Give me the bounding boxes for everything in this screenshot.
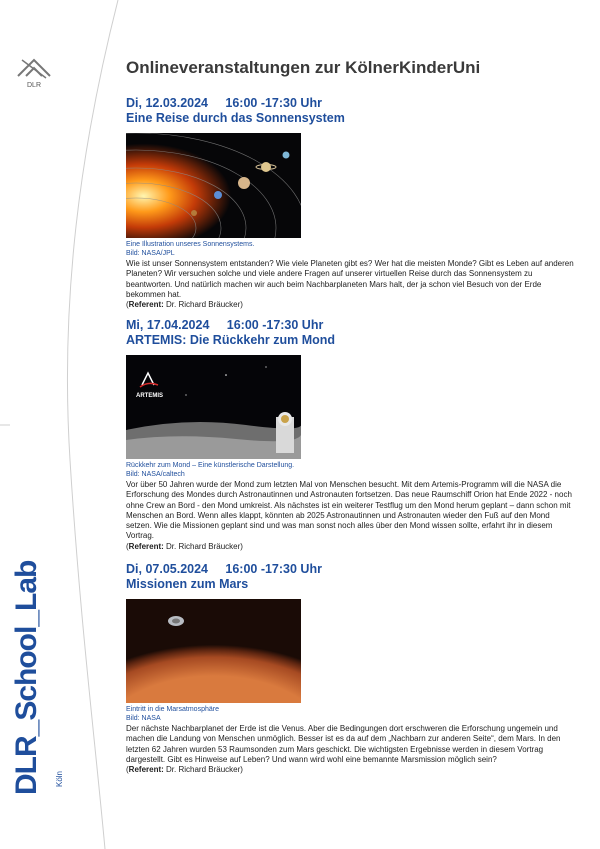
event-description: Wie ist unser Sonnensystem entstanden? Wie viele Planeten gibt es? Wer hat die meisten Monde? Gibt es Leben auf anderen Planeten? Wir versuchen solche und viele andere Fragen auf unserer virtuellen Reise durch das Sonnensystem zu beantworten. Und natürlich machen wir auch beim Nachbarplaneten Mars halt, der ja schon viel Besuch von der Erde bekommen hat. (126, 259, 574, 299)
event-datetime: Di, 07.05.2024 16:00 -17:30 Uhr (126, 562, 322, 576)
side-brand: DLR_School_Lab (10, 560, 43, 795)
image-caption: Rückkehr zum Mond – Eine künstlerische Darstellung. (126, 462, 295, 469)
event-referent: (Referent: Dr. Richard Bräucker) (126, 300, 243, 310)
solar-system-image (126, 133, 301, 238)
event-topic: Eine Reise durch das Sonnensystem (126, 111, 345, 125)
referent-name: Dr. Richard Bräucker (166, 541, 241, 551)
referent-name: Dr. Richard Bräucker (166, 765, 241, 775)
side-city: Köln (55, 770, 64, 787)
referent-name: Dr. Richard Bräucker (166, 300, 241, 310)
event-referent: (Referent: Dr. Richard Bräucker) (126, 765, 243, 775)
event-1 (126, 96, 576, 310)
event-datetime: Di, 12.03.2024 16:00 -17:30 Uhr (126, 96, 322, 110)
event-topic: ARTEMIS: Die Rückkehr zum Mond (126, 333, 336, 347)
event-description: Vor über 50 Jahren wurde der Mond zum letzten Mal von Menschen besucht. Mit dem Artemis-Programm will die NASA die Erforschung des Mondes durch Astronautinnen und Astronauten fortsetzen. Das neue Raumschiff Orion hat Ende 2022 - noch ohne Crew an Bord - den Mond umkreist. Als nächstes ist ein weiterer Testflug um den Mond herum geplant – dann schon mit Menschen an Bord. Wenn alles klappt, könnten ab 2025 Astronautinnen und Astronauten wieder den Fuß auf den Mond setzen. Wie die Missionen geplant sind und was man sonst noch alles über den Mond wissen sollte, erfahrt ihr in diesem Vortrag. (126, 480, 572, 541)
event-topic: Missionen zum Mars (126, 577, 249, 591)
dlr-logo-icon (14, 56, 54, 82)
mars-image (126, 599, 301, 703)
image-caption: Eintritt in die Marsatmosphäre (126, 706, 219, 713)
referent-label: Referent: (128, 541, 164, 551)
image-credit: Bild: NASA/caltech (126, 471, 185, 478)
artemis-label: ARTEMIS (136, 393, 163, 399)
referent-label: Referent: (128, 765, 164, 775)
page-title: Onlineveranstaltungen zur KölnerKinderUni (126, 58, 481, 77)
event-datetime: Mi, 17.04.2024 16:00 -17:30 Uhr (126, 318, 324, 332)
event-2 (126, 318, 576, 552)
logo-text: DLR (27, 82, 42, 89)
event-3 (126, 562, 576, 775)
referent-label: Referent: (128, 300, 164, 310)
image-credit: Bild: NASA/JPL (126, 250, 175, 257)
image-caption: Eine Illustration unseres Sonnensystems. (126, 241, 255, 248)
event-description: Der nächste Nachbarplanet der Erde ist die Venus. Aber die Bedingungen dort erschweren die Erforschung ungemein und machen die Landung von Menschen unmöglich. Besser ist es da auf dem „Nachbarn zur anderen Seite“, dem Mars. In den letzten 62 Jahren wurden 53 Raumsonden zum Mars geschickt. Die wichtigsten Ergebnisse werden in diesem Vortrag dargestellt. Gibt es Hinweise auf Leben? Und wann wird wohl eine bemannte Marsmission möglich sein? (126, 724, 561, 764)
artemis-moon-image (126, 355, 301, 459)
event-referent: (Referent: Dr. Richard Bräucker) (126, 541, 243, 551)
image-credit: Bild: NASA (126, 715, 161, 722)
